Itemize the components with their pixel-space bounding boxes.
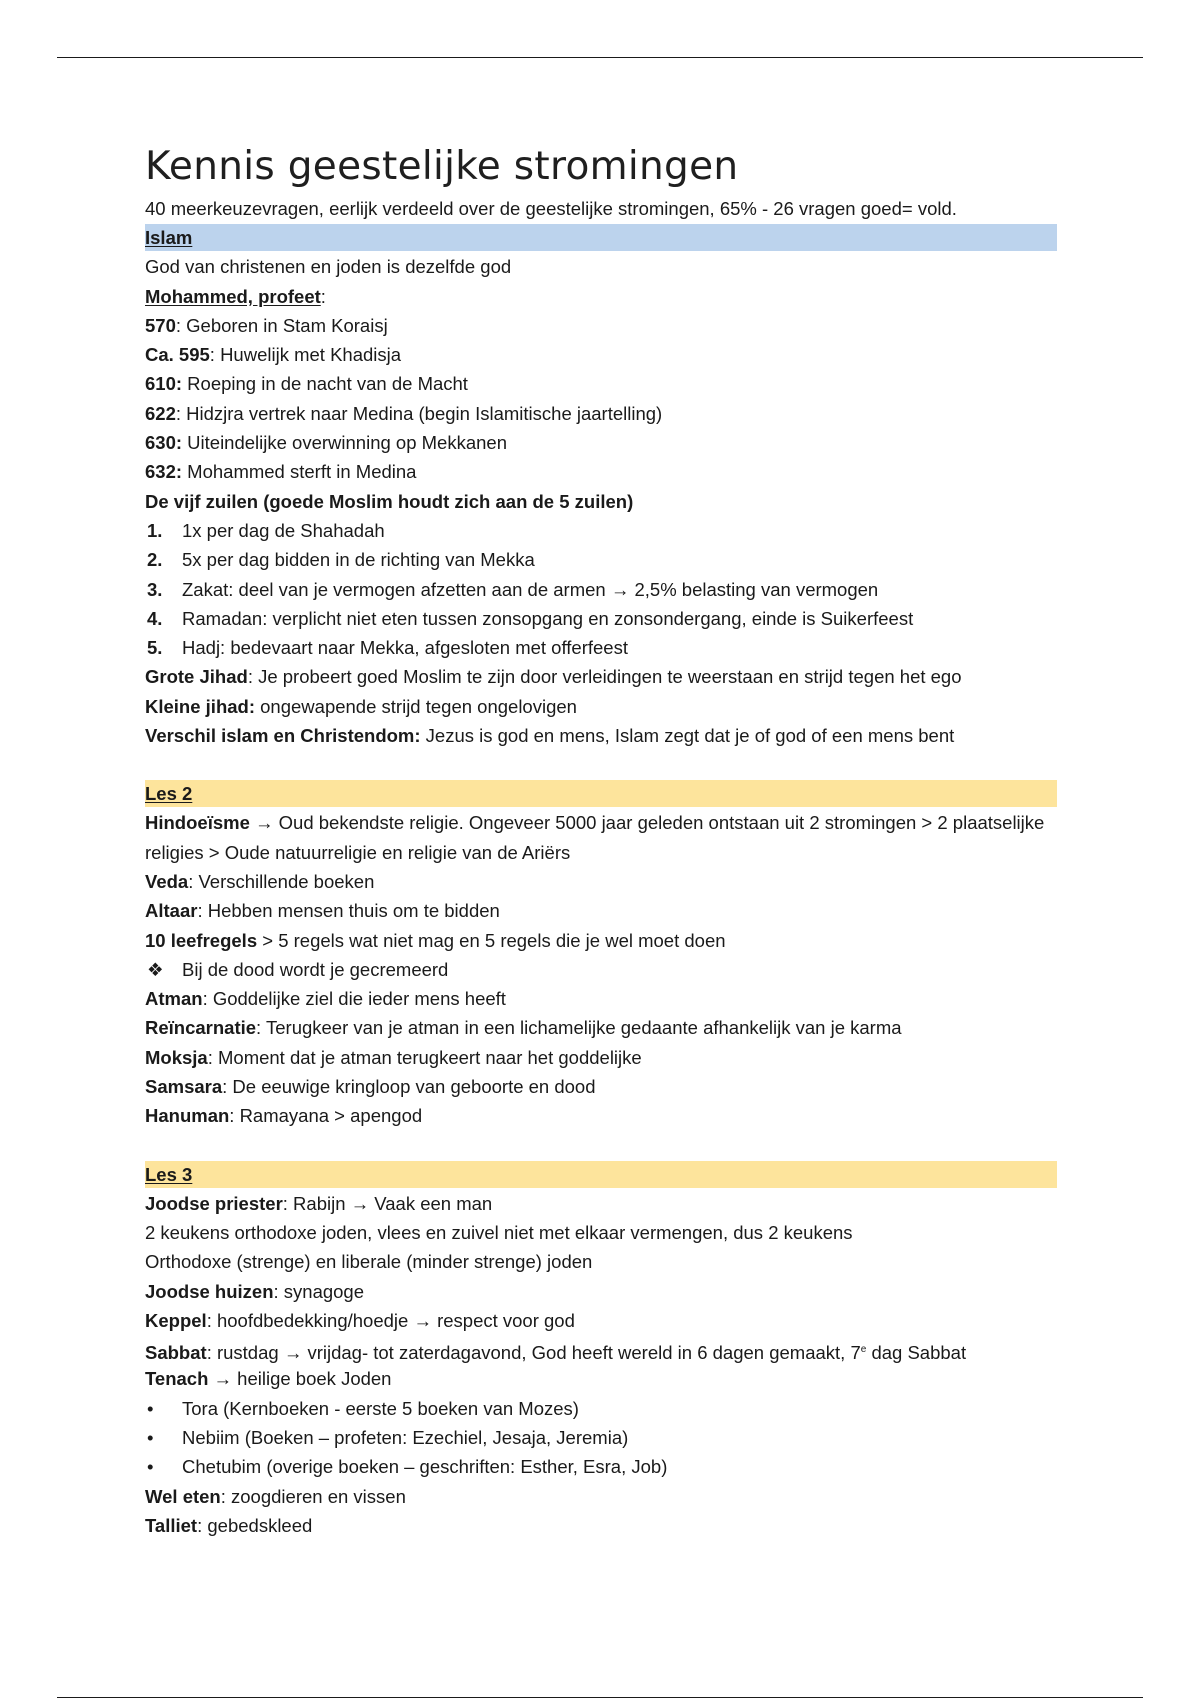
term-row	[145, 721, 1057, 750]
pillar-number: 4.	[147, 607, 163, 629]
pillars-heading: De vijf zuilen (goede Moslim houdt zich aan de 5 zuilen)	[145, 490, 634, 512]
bullet-item	[145, 1394, 1057, 1423]
term-label: Reïncarnatie	[145, 1017, 257, 1039]
term-label: Moksja	[145, 1046, 208, 1068]
spacer	[145, 750, 1057, 779]
bullet-icon: •	[147, 1397, 154, 1419]
term-label: Altaar	[145, 900, 198, 922]
term-row	[145, 926, 1057, 955]
pillar-number: 2.	[147, 549, 163, 571]
term-label: Samsara	[145, 1076, 223, 1098]
pillar-number: 1.	[147, 519, 163, 541]
term-row	[145, 1482, 1057, 1511]
term-row	[145, 1072, 1057, 1101]
term-text: ongewapende strijd tegen ongelovigen	[255, 695, 577, 717]
timeline-row	[145, 311, 1057, 340]
term-label: Verschil islam en Christendom:	[145, 725, 421, 747]
pillar-item	[145, 545, 1057, 574]
pillar-item	[145, 575, 1057, 604]
term-label: Sabbat	[145, 1342, 207, 1364]
term-label: Tenach	[145, 1368, 209, 1390]
timeline-text: Uiteindelijke overwinning op Mekkanen	[182, 432, 507, 454]
term-text: : Je probeert goed Moslim te zijn door verleidingen te weerstaan en strijd tegen het ego	[247, 666, 962, 688]
heading-les-2: Les 2	[145, 780, 1057, 807]
term-text: : Rabijn → Vaak een man	[282, 1192, 493, 1214]
ordinal-suffix: e	[860, 1344, 867, 1356]
timeline-row	[145, 399, 1057, 428]
term-label: Grote Jihad	[145, 666, 248, 688]
timeline-text: : Huwelijk met Khadisja	[209, 344, 402, 366]
pillar-item	[145, 604, 1057, 633]
timeline-year: 632:	[145, 461, 183, 483]
heading-islam: Islam	[145, 224, 1057, 251]
term-row	[145, 1189, 1057, 1218]
term-text: : Moment dat je atman terugkeert naar het goddelijke	[207, 1046, 642, 1068]
term-row	[145, 984, 1057, 1013]
timeline-year: 630:	[145, 432, 183, 454]
timeline-row	[145, 428, 1057, 457]
term-row	[145, 662, 1057, 691]
pillar-text: Hadj: bedevaart naar Mekka, afgesloten met offerfeest	[182, 637, 628, 659]
timeline-year: Ca. 595	[145, 344, 210, 366]
term-text: : zoogdieren en vissen	[220, 1485, 406, 1507]
pillar-number: 5.	[147, 637, 163, 659]
term-text: : Hebben mensen thuis om te bidden	[197, 900, 500, 922]
term-text: : Verschillende boeken	[188, 870, 375, 892]
heading-les-3: Les 3	[145, 1161, 1057, 1188]
timeline-text: : Hidzjra vertrek naar Medina (begin Islamitische jaartelling)	[175, 402, 663, 424]
term-label: Kleine jihad:	[145, 695, 255, 717]
prophet-label: Mohammed, profeet	[145, 285, 321, 307]
bullet-icon: •	[147, 1426, 154, 1448]
term-text: : hoofdbedekking/hoedje → respect voor god	[206, 1309, 575, 1331]
term-text: : rustdag → vrijdag- tot zaterdagavond, God heeft wereld in 6 dagen gemaakt, 7	[206, 1342, 861, 1364]
document-title: Kennis geestelijke stromingen	[145, 144, 739, 189]
timeline-row	[145, 369, 1057, 398]
prophet-label-line	[145, 282, 1057, 311]
term-label: Talliet	[145, 1514, 198, 1536]
timeline-row	[145, 340, 1057, 369]
term-row	[145, 1277, 1057, 1306]
term-text: : De eeuwige kringloop van geboorte en dood	[222, 1076, 596, 1098]
term-row	[145, 1364, 1057, 1393]
bullet-item	[145, 955, 1057, 984]
hinduism-paragraph	[145, 808, 1057, 867]
timeline-text: Roeping in de nacht van de Macht	[182, 373, 468, 395]
term-text-end: dag Sabbat	[866, 1342, 967, 1364]
timeline-year: 622	[145, 402, 176, 424]
term-text: → heilige boek Joden	[208, 1368, 392, 1390]
term-row	[145, 692, 1057, 721]
pillar-text: Zakat: deel van je vermogen afzetten aan de armen → 2,5% belasting van vermogen	[182, 578, 879, 600]
timeline-year: 570	[145, 314, 176, 336]
term-text: > 5 regels wat niet mag en 5 regels die je wel moet doen	[257, 929, 726, 951]
term-text: : synagoge	[273, 1280, 365, 1302]
top-rule	[57, 57, 1143, 58]
pillar-text: 1x per dag de Shahadah	[182, 519, 385, 541]
prophet-colon: :	[320, 285, 326, 307]
bullet-text: Tora (Kernboeken - eerste 5 boeken van Mozes)	[182, 1397, 579, 1419]
text-line: Orthodoxe (strenge) en liberale (minder strenge) joden	[145, 1251, 593, 1273]
term-row	[145, 867, 1057, 896]
timeline-text: : Geboren in Stam Koraisj	[175, 314, 388, 336]
intro-line: 40 meerkeuzevragen, eerlijk verdeeld over de geestelijke stromingen, 65% - 26 vragen goed= vold.	[145, 198, 957, 219]
term-text: : Ramayana > apengod	[229, 1105, 423, 1127]
term-label: Joodse huizen	[145, 1280, 274, 1302]
term-row	[145, 1306, 1057, 1335]
term-text: Jezus is god en mens, Islam zegt dat je of god of een mens bent	[420, 725, 955, 747]
bullet-item	[145, 1423, 1057, 1452]
term-label: Veda	[145, 870, 189, 892]
term-row	[145, 896, 1057, 925]
term-text: : Terugkeer van je atman in een lichamelijke gedaante afhankelijk van je karma	[256, 1017, 902, 1039]
islam-god-line: God van christenen en joden is dezelfde god	[145, 256, 512, 278]
term-row	[145, 1013, 1057, 1042]
pillar-number: 3.	[147, 578, 163, 600]
bullet-text: Nebiim (Boeken – profeten: Ezechiel, Jesaja, Jeremia)	[182, 1426, 629, 1448]
pillar-text: 5x per dag bidden in de richting van Mekka	[182, 549, 535, 571]
pillar-text: Ramadan: verplicht niet eten tussen zonsopgang en zonsondergang, einde is Suikerfeest	[182, 607, 914, 629]
term-row	[145, 1101, 1057, 1130]
sabbat-row	[145, 1335, 1057, 1364]
term-text: : gebedskleed	[197, 1514, 313, 1536]
pillar-item	[145, 633, 1057, 662]
text-line: 2 keukens orthodoxe joden, vlees en zuivel niet met elkaar vermengen, dus 2 keukens	[145, 1221, 853, 1243]
timeline-year: 610:	[145, 373, 183, 395]
document-page	[145, 140, 1057, 1540]
pillar-item	[145, 516, 1057, 545]
spacer	[145, 1131, 1057, 1160]
timeline-text: Mohammed sterft in Medina	[182, 461, 417, 483]
bullet-text: Bij de dood wordt je gecremeerd	[182, 958, 449, 980]
timeline-row	[145, 457, 1057, 486]
term-row	[145, 1043, 1057, 1072]
term-label: Hindoeïsme	[145, 812, 250, 834]
term-label: Wel eten	[145, 1485, 221, 1507]
term-text: → Oud bekendste religie. Ongeveer 5000 jaar geleden ontstaan uit 2 stromingen > 2 plaatselijke religies > Oude natuurreligie en religie van de Ariërs	[145, 812, 1045, 863]
term-text: : Goddelijke ziel die ieder mens heeft	[202, 988, 506, 1010]
bottom-rule	[57, 1697, 1143, 1698]
bullet-icon: •	[147, 1456, 154, 1478]
diamond-bullet-icon: ❖	[147, 958, 164, 980]
term-label: Atman	[145, 988, 203, 1010]
term-row	[145, 1511, 1057, 1540]
term-label: Keppel	[145, 1309, 207, 1331]
term-label: 10 leefregels	[145, 929, 258, 951]
bullet-item	[145, 1452, 1057, 1481]
term-label: Hanuman	[145, 1105, 230, 1127]
bullet-text: Chetubim (overige boeken – geschriften: Esther, Esra, Job)	[182, 1456, 668, 1478]
term-label: Joodse priester	[145, 1192, 283, 1214]
